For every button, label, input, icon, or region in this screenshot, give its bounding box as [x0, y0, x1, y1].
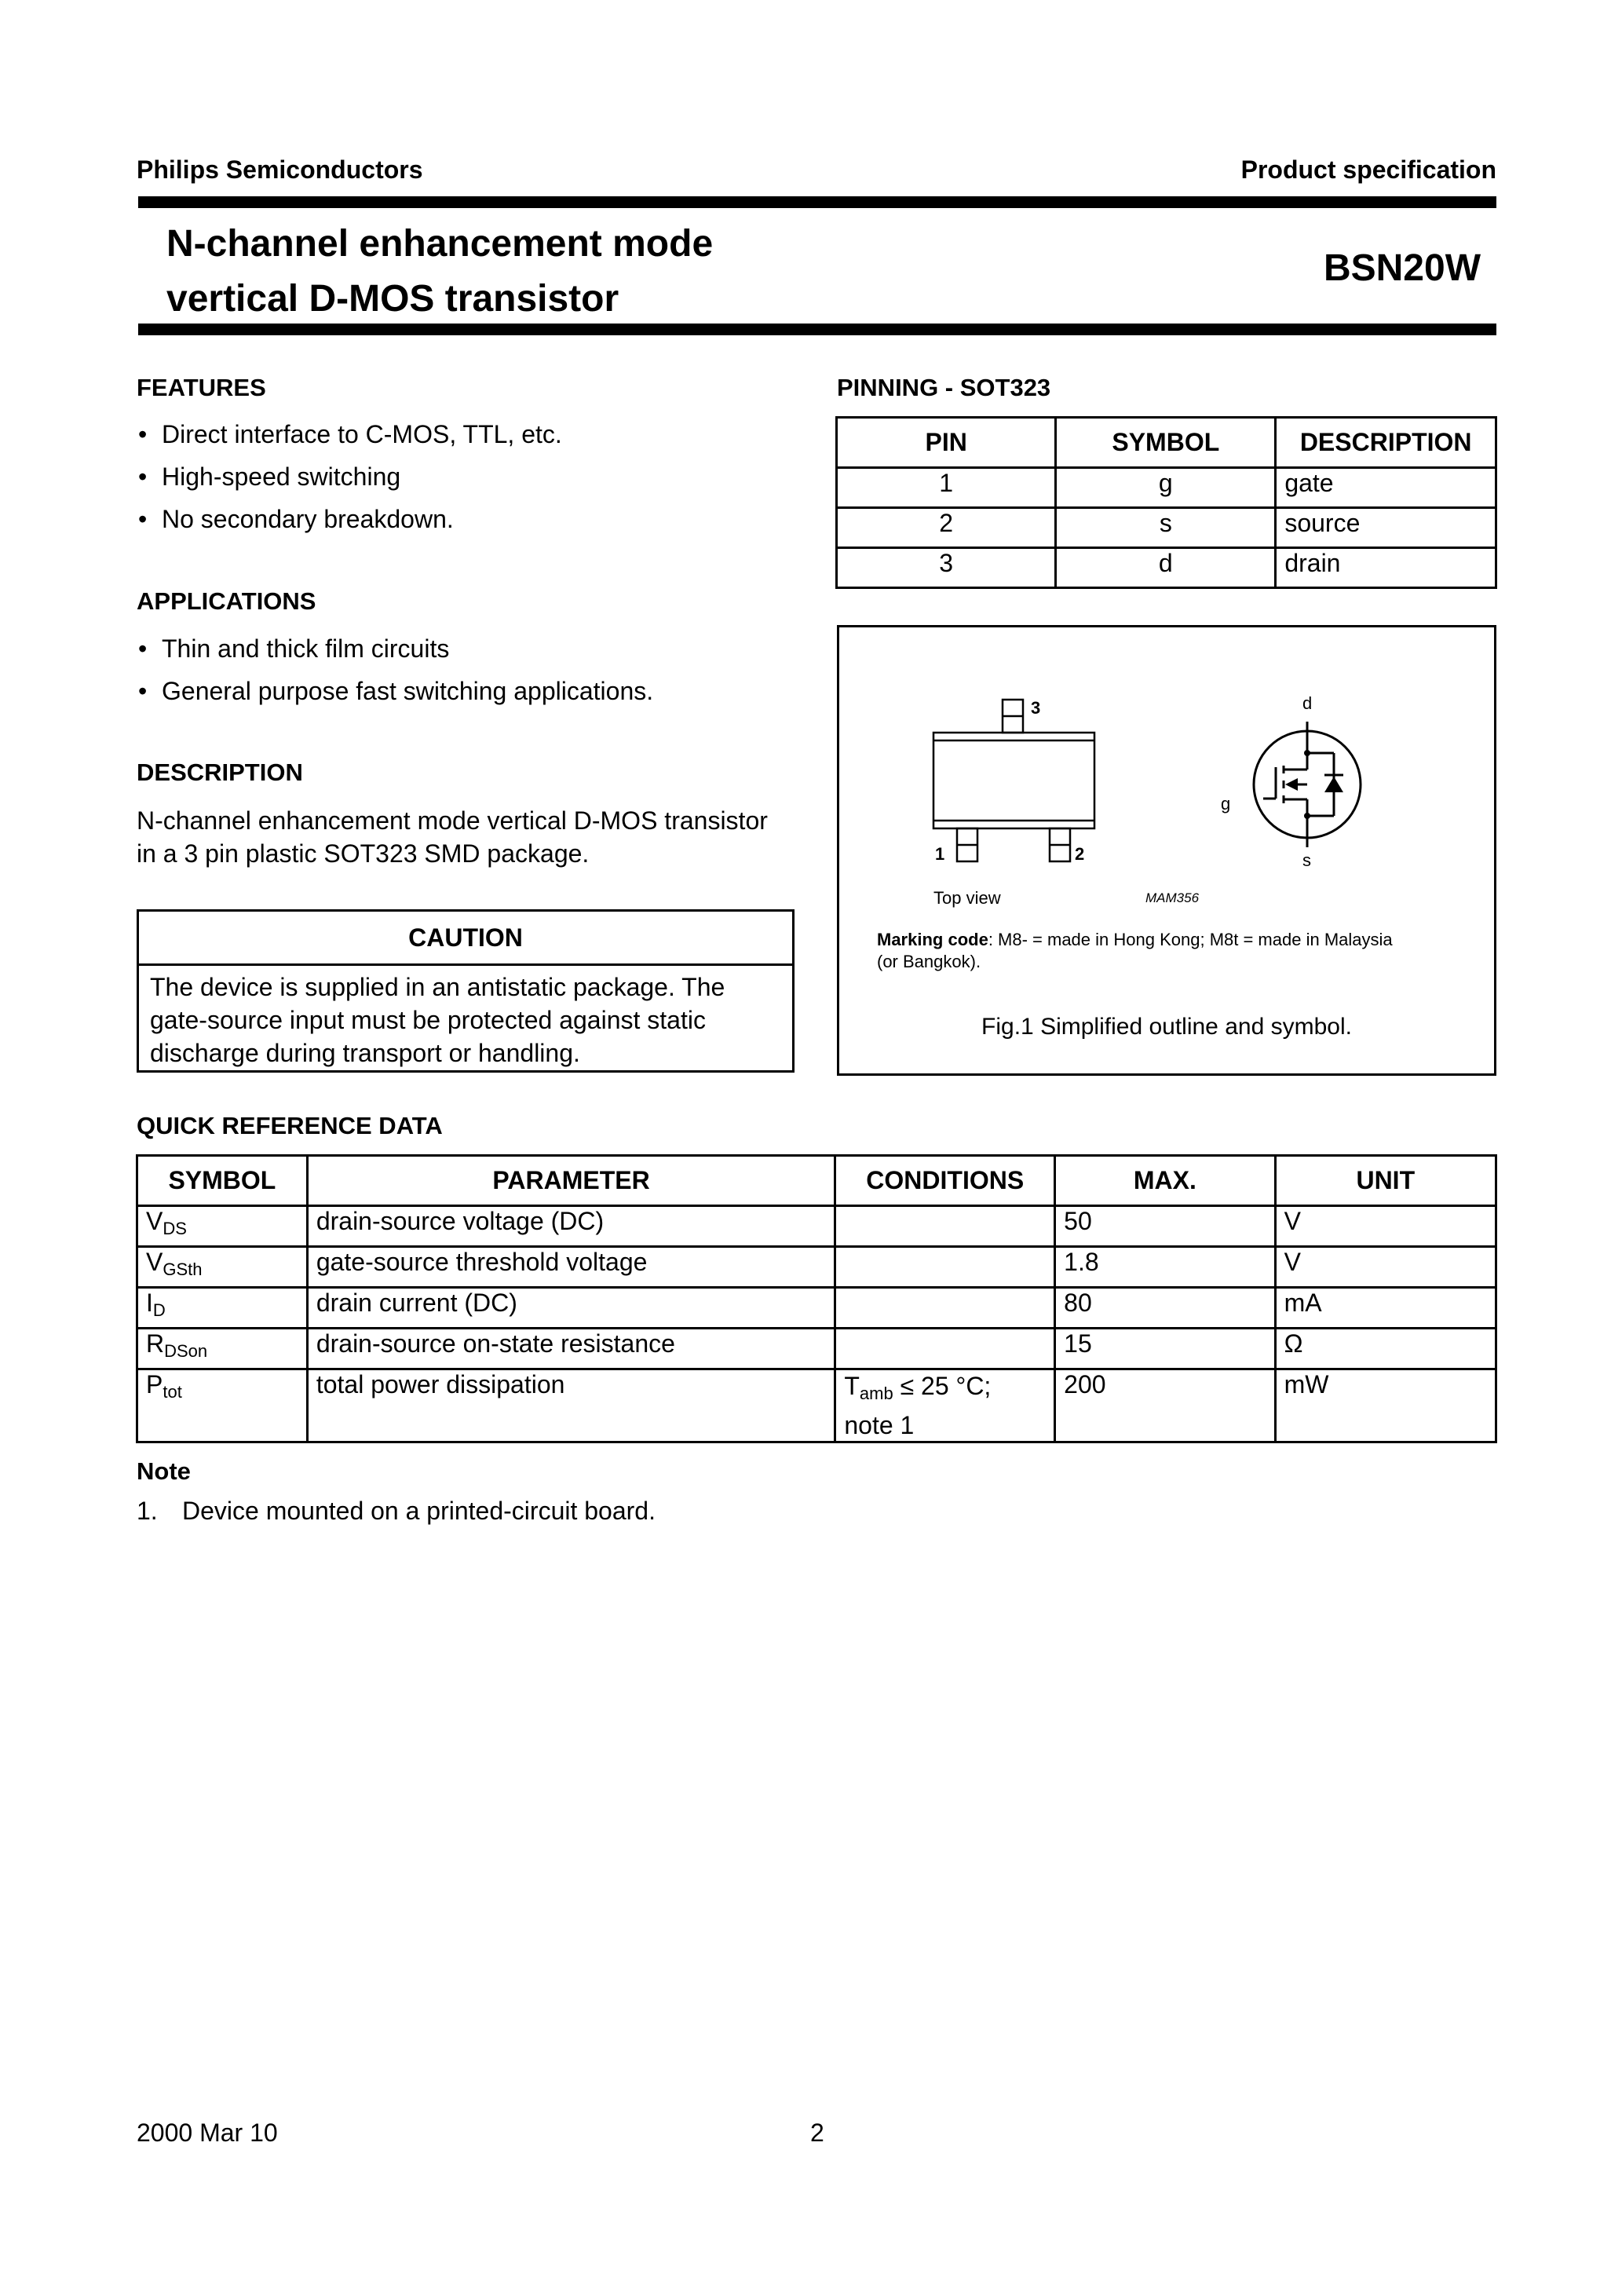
caution-text: [139, 966, 792, 1074]
mosfet-symbol: [1254, 722, 1361, 847]
table-header-row: [137, 1156, 1496, 1206]
symbol-base: I: [146, 1289, 153, 1317]
description-cell: drain: [1276, 548, 1496, 588]
source-label: s: [1302, 850, 1311, 870]
pin-3-label: 3: [1031, 698, 1041, 718]
description-cell: source: [1276, 508, 1496, 548]
figure-caption: Fig.1 Simplified outline and symbol.: [981, 1014, 1352, 1040]
page-number: 2: [810, 2119, 824, 2147]
pin-cell: 2: [837, 508, 1056, 548]
quick-reference-table: [136, 1154, 1497, 1443]
pin-cell: 3: [837, 548, 1056, 588]
symbol-cell: [137, 1206, 308, 1247]
package-outline: [933, 700, 1094, 861]
pin-1-label: 1: [935, 844, 945, 864]
column-header: PARAMETER: [307, 1156, 835, 1206]
top-view-label: Top view: [933, 888, 1001, 908]
symbol-base: V: [146, 1207, 163, 1235]
symbol-base: P: [146, 1370, 163, 1398]
conditions-cell: [835, 1206, 1055, 1247]
symbol-cell: [137, 1369, 308, 1442]
title-line-2: vertical D-MOS transistor: [166, 278, 619, 320]
drawing-ref: MAM356: [1145, 890, 1200, 905]
conditions-cell: [835, 1288, 1055, 1329]
figure-box: [837, 625, 1496, 1076]
outline-and-symbol-diagram: [839, 627, 1494, 1073]
unit-cell: V: [1275, 1247, 1496, 1288]
drain-label: d: [1302, 693, 1313, 713]
pinning-heading: PINNING - SOT323: [837, 374, 1051, 401]
symbol-cell: g: [1056, 468, 1276, 508]
description-line: in a 3 pin plastic SOT323 SMD package.: [137, 839, 590, 868]
symbol-subscript: GSth: [163, 1260, 203, 1279]
features-heading: FEATURES: [137, 374, 266, 401]
symbol-cell: [137, 1288, 308, 1329]
description-line: N-channel enhancement mode vertical D-MOS transistor: [137, 806, 768, 835]
top-rule: [138, 196, 1496, 208]
parameter-cell: drain-source on-state resistance: [307, 1329, 835, 1369]
body-diode: [1324, 777, 1343, 792]
part-number: BSN20W: [1323, 247, 1481, 289]
list-item: • Thin and thick film circuits: [137, 627, 653, 670]
caution-line: discharge during transport or handling.: [150, 1039, 580, 1067]
unit-cell: Ω: [1275, 1329, 1496, 1369]
column-header: MAX.: [1055, 1156, 1275, 1206]
max-cell: 50: [1055, 1206, 1275, 1247]
symbol-subscript: tot: [163, 1382, 182, 1402]
symbol-subscript: DSon: [164, 1341, 208, 1361]
symbol-cell: [137, 1247, 308, 1288]
features-list: [137, 413, 562, 540]
doc-type: Product specification: [1240, 155, 1496, 184]
applications-list: [137, 627, 653, 712]
title-line-1: N-channel enhancement mode: [166, 223, 714, 265]
parameter-cell: gate-source threshold voltage: [307, 1247, 835, 1288]
page-title: [166, 217, 713, 327]
symbol-cell: d: [1056, 548, 1276, 588]
footer-date: 2000 Mar 10: [137, 2119, 278, 2147]
mosfet-arrow: [1285, 778, 1298, 791]
max-cell: 80: [1055, 1288, 1275, 1329]
table-header-row: [837, 418, 1496, 468]
marking-text-2: (or Bangkok).: [877, 952, 981, 971]
pin-cell: 1: [837, 468, 1056, 508]
symbol-base: R: [146, 1329, 165, 1358]
note-number: 1.: [137, 1497, 158, 1525]
parameter-cell: drain-source voltage (DC): [307, 1206, 835, 1247]
pinning-table: [835, 416, 1497, 589]
list-item: • Direct interface to C-MOS, TTL, etc.: [137, 413, 562, 455]
parameter-cell: drain current (DC): [307, 1288, 835, 1329]
conditions-cell: [835, 1369, 1055, 1442]
list-item: • High-speed switching: [137, 455, 562, 498]
caution-line: The device is supplied in an antistatic package. The: [150, 973, 725, 1001]
caution-heading: CAUTION: [139, 912, 792, 966]
note-text: Device mounted on a printed-circuit board.: [182, 1497, 656, 1525]
conditions-cell: [835, 1247, 1055, 1288]
caution-line: gate-source input must be protected against static: [150, 1006, 706, 1034]
drain-node: [1304, 750, 1310, 756]
table-row: [837, 508, 1496, 548]
unit-cell: V: [1275, 1206, 1496, 1247]
source-node: [1304, 813, 1310, 819]
condition-subscript: amb: [859, 1384, 893, 1403]
column-header: DESCRIPTION: [1276, 418, 1496, 468]
table-row: [137, 1329, 1496, 1369]
description-heading: DESCRIPTION: [137, 759, 303, 786]
max-cell: 200: [1055, 1369, 1275, 1442]
marking-label: Marking code: [877, 930, 988, 949]
symbol-cell: s: [1056, 508, 1276, 548]
symbol-subscript: D: [152, 1300, 166, 1320]
description-cell: gate: [1276, 468, 1496, 508]
column-header: CONDITIONS: [835, 1156, 1055, 1206]
column-header: SYMBOL: [137, 1156, 308, 1206]
caution-box: [137, 909, 795, 1073]
company-name: Philips Semiconductors: [137, 155, 423, 184]
symbol-subscript: DS: [163, 1219, 187, 1238]
marking-code: [877, 929, 1489, 973]
gate-label: g: [1221, 794, 1231, 813]
applications-heading: APPLICATIONS: [137, 587, 316, 615]
list-item: • General purpose fast switching applications.: [137, 670, 653, 712]
parameter-cell: total power dissipation: [307, 1369, 835, 1442]
list-item: • No secondary breakdown.: [137, 498, 562, 540]
qrd-heading: QUICK REFERENCE DATA: [137, 1112, 443, 1139]
condition-symbol: T: [844, 1372, 860, 1400]
condition-note: note 1: [844, 1411, 915, 1439]
description-text: [137, 804, 768, 870]
symbol-cell: [137, 1329, 308, 1369]
table-row: [137, 1369, 1496, 1442]
marking-text: : M8- = made in Hong Kong; M8t = made in Malaysia: [988, 930, 1393, 949]
column-header: UNIT: [1275, 1156, 1496, 1206]
max-cell: 15: [1055, 1329, 1275, 1369]
note-heading: Note: [137, 1457, 191, 1485]
table-row: [137, 1206, 1496, 1247]
table-row: [837, 468, 1496, 508]
condition-text: ≤ 25 °C;: [893, 1372, 992, 1400]
table-row: [137, 1247, 1496, 1288]
pin-2-label: 2: [1075, 844, 1085, 864]
title-rule: [138, 324, 1496, 335]
max-cell: 1.8: [1055, 1247, 1275, 1288]
unit-cell: mA: [1275, 1288, 1496, 1329]
unit-cell: mW: [1275, 1369, 1496, 1442]
table-row: [837, 548, 1496, 588]
symbol-base: V: [146, 1248, 163, 1276]
column-header: PIN: [837, 418, 1056, 468]
column-header: SYMBOL: [1056, 418, 1276, 468]
table-row: [137, 1288, 1496, 1329]
conditions-cell: [835, 1329, 1055, 1369]
